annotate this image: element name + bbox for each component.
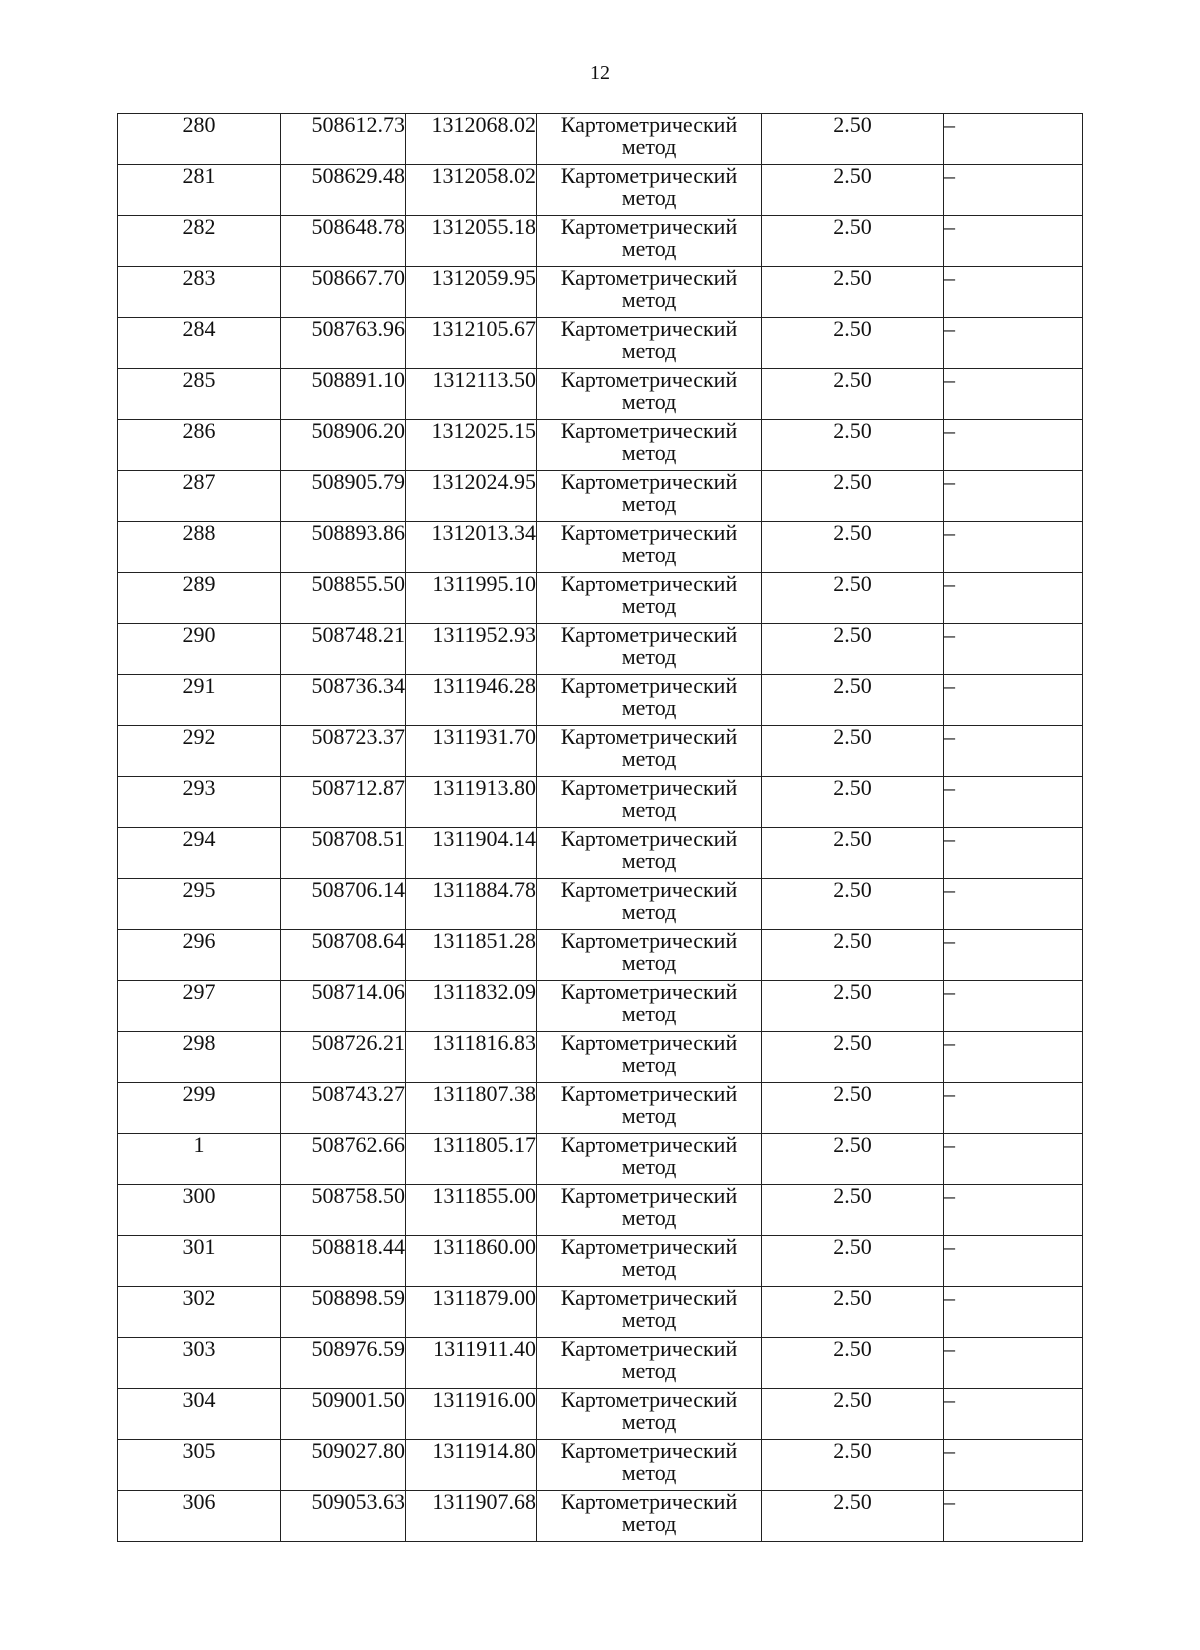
note-cell: – [944, 930, 1083, 981]
y-coordinate-cell: 1311805.17 [406, 1134, 537, 1185]
accuracy-cell: 2.50 [762, 165, 944, 216]
note-cell: – [944, 1032, 1083, 1083]
method-line-2: метод [621, 1256, 677, 1281]
note-cell: – [944, 471, 1083, 522]
method-line-1: Картометрический [560, 1234, 738, 1259]
point-number-cell: 306 [118, 1491, 281, 1542]
note-cell: – [944, 1389, 1083, 1440]
note-cell: – [944, 420, 1083, 471]
point-number-cell: 293 [118, 777, 281, 828]
method-line-1: Картометрический [560, 1081, 738, 1106]
point-number-cell: 298 [118, 1032, 281, 1083]
method-line-1: Картометрический [560, 316, 738, 341]
method-cell [537, 522, 762, 573]
table-row [118, 318, 1083, 369]
method-line-2: метод [621, 1205, 677, 1230]
method-line-2: метод [621, 491, 677, 516]
table-row [118, 1389, 1083, 1440]
accuracy-cell: 2.50 [762, 1083, 944, 1134]
method-line-2: метод [621, 1511, 677, 1536]
table-row [118, 981, 1083, 1032]
y-coordinate-cell: 1312055.18 [406, 216, 537, 267]
point-number-cell: 286 [118, 420, 281, 471]
table-row [118, 930, 1083, 981]
method-cell [537, 777, 762, 828]
x-coordinate-cell: 508898.59 [281, 1287, 406, 1338]
accuracy-cell: 2.50 [762, 318, 944, 369]
note-cell: – [944, 1236, 1083, 1287]
x-coordinate-cell: 508714.06 [281, 981, 406, 1032]
point-number-cell: 281 [118, 165, 281, 216]
note-cell: – [944, 1083, 1083, 1134]
x-coordinate-cell: 508743.27 [281, 1083, 406, 1134]
table-row [118, 471, 1083, 522]
method-line-1: Картометрический [560, 1285, 738, 1310]
point-number-cell: 283 [118, 267, 281, 318]
method-line-2: метод [621, 746, 677, 771]
y-coordinate-cell: 1311916.00 [406, 1389, 537, 1440]
table-row [118, 879, 1083, 930]
x-coordinate-cell: 508763.96 [281, 318, 406, 369]
accuracy-cell: 2.50 [762, 1491, 944, 1542]
y-coordinate-cell: 1312013.34 [406, 522, 537, 573]
x-coordinate-cell: 508706.14 [281, 879, 406, 930]
y-coordinate-cell: 1312068.02 [406, 114, 537, 165]
y-coordinate-cell: 1311904.14 [406, 828, 537, 879]
note-cell: – [944, 981, 1083, 1032]
x-coordinate-cell: 508762.66 [281, 1134, 406, 1185]
method-cell [537, 1287, 762, 1338]
method-line-1: Картометрический [560, 1132, 738, 1157]
method-line-1: Картометрический [560, 1489, 738, 1514]
point-number-cell: 290 [118, 624, 281, 675]
method-cell [537, 420, 762, 471]
method-line-2: метод [621, 338, 677, 363]
note-cell: – [944, 675, 1083, 726]
method-line-2: метод [621, 950, 677, 975]
note-cell: – [944, 369, 1083, 420]
point-number-cell: 301 [118, 1236, 281, 1287]
method-cell [537, 1491, 762, 1542]
method-line-2: метод [621, 1052, 677, 1077]
y-coordinate-cell: 1311911.40 [406, 1338, 537, 1389]
accuracy-cell: 2.50 [762, 726, 944, 777]
y-coordinate-cell: 1312113.50 [406, 369, 537, 420]
method-line-1: Картометрический [560, 163, 738, 188]
method-cell [537, 1389, 762, 1440]
method-line-2: метод [621, 1358, 677, 1383]
x-coordinate-cell: 508855.50 [281, 573, 406, 624]
method-line-1: Картометрический [560, 214, 738, 239]
table-row [118, 1236, 1083, 1287]
note-cell: – [944, 828, 1083, 879]
accuracy-cell: 2.50 [762, 114, 944, 165]
method-cell [537, 1338, 762, 1389]
accuracy-cell: 2.50 [762, 1338, 944, 1389]
point-number-cell: 280 [118, 114, 281, 165]
accuracy-cell: 2.50 [762, 675, 944, 726]
point-number-cell: 292 [118, 726, 281, 777]
method-line-2: метод [621, 1154, 677, 1179]
accuracy-cell: 2.50 [762, 1287, 944, 1338]
note-cell: – [944, 1440, 1083, 1491]
table-row [118, 1134, 1083, 1185]
point-number-cell: 284 [118, 318, 281, 369]
point-number-cell: 295 [118, 879, 281, 930]
method-cell [537, 1032, 762, 1083]
method-line-2: метод [621, 899, 677, 924]
accuracy-cell: 2.50 [762, 1389, 944, 1440]
method-cell [537, 1185, 762, 1236]
method-line-1: Картометрический [560, 418, 738, 443]
x-coordinate-cell: 508758.50 [281, 1185, 406, 1236]
x-coordinate-cell: 509027.80 [281, 1440, 406, 1491]
note-cell: – [944, 726, 1083, 777]
accuracy-cell: 2.50 [762, 1134, 944, 1185]
note-cell: – [944, 1134, 1083, 1185]
point-number-cell: 305 [118, 1440, 281, 1491]
method-cell [537, 1083, 762, 1134]
method-cell [537, 471, 762, 522]
table-row [118, 1287, 1083, 1338]
method-cell [537, 828, 762, 879]
accuracy-cell: 2.50 [762, 930, 944, 981]
method-cell [537, 726, 762, 777]
point-number-cell: 300 [118, 1185, 281, 1236]
x-coordinate-cell: 508748.21 [281, 624, 406, 675]
y-coordinate-cell: 1311946.28 [406, 675, 537, 726]
note-cell: – [944, 624, 1083, 675]
point-number-cell: 289 [118, 573, 281, 624]
note-cell: – [944, 573, 1083, 624]
table-row [118, 165, 1083, 216]
note-cell: – [944, 1287, 1083, 1338]
point-number-cell: 291 [118, 675, 281, 726]
method-cell [537, 879, 762, 930]
method-cell [537, 624, 762, 675]
note-cell: – [944, 1338, 1083, 1389]
method-cell [537, 318, 762, 369]
method-line-2: метод [621, 593, 677, 618]
table-row [118, 1185, 1083, 1236]
method-line-1: Картометрический [560, 673, 738, 698]
table-row [118, 675, 1083, 726]
y-coordinate-cell: 1311832.09 [406, 981, 537, 1032]
method-line-1: Картометрический [560, 367, 738, 392]
y-coordinate-cell: 1311931.70 [406, 726, 537, 777]
note-cell: – [944, 1185, 1083, 1236]
accuracy-cell: 2.50 [762, 981, 944, 1032]
accuracy-cell: 2.50 [762, 267, 944, 318]
x-coordinate-cell: 508629.48 [281, 165, 406, 216]
page-number: 12 [590, 62, 610, 84]
method-line-1: Картометрический [560, 979, 738, 1004]
table-row [118, 777, 1083, 828]
y-coordinate-cell: 1311879.00 [406, 1287, 537, 1338]
y-coordinate-cell: 1311851.28 [406, 930, 537, 981]
point-number-cell: 288 [118, 522, 281, 573]
y-coordinate-cell: 1311884.78 [406, 879, 537, 930]
table-row [118, 1032, 1083, 1083]
method-cell [537, 573, 762, 624]
y-coordinate-cell: 1311807.38 [406, 1083, 537, 1134]
x-coordinate-cell: 508667.70 [281, 267, 406, 318]
method-line-2: метод [621, 542, 677, 567]
point-number-cell: 299 [118, 1083, 281, 1134]
method-line-1: Картометрический [560, 571, 738, 596]
accuracy-cell: 2.50 [762, 216, 944, 267]
note-cell: – [944, 216, 1083, 267]
method-line-2: метод [621, 287, 677, 312]
method-line-1: Картометрический [560, 1387, 738, 1412]
accuracy-cell: 2.50 [762, 471, 944, 522]
point-number-cell: 282 [118, 216, 281, 267]
accuracy-cell: 2.50 [762, 420, 944, 471]
table-row [118, 1338, 1083, 1389]
accuracy-cell: 2.50 [762, 624, 944, 675]
y-coordinate-cell: 1311860.00 [406, 1236, 537, 1287]
table-row [118, 1440, 1083, 1491]
y-coordinate-cell: 1312025.15 [406, 420, 537, 471]
method-line-1: Картометрический [560, 112, 738, 137]
note-cell: – [944, 879, 1083, 930]
method-line-1: Картометрический [560, 775, 738, 800]
method-line-2: метод [621, 695, 677, 720]
y-coordinate-cell: 1312059.95 [406, 267, 537, 318]
table-row [118, 369, 1083, 420]
x-coordinate-cell: 508818.44 [281, 1236, 406, 1287]
point-number-cell: 302 [118, 1287, 281, 1338]
note-cell: – [944, 114, 1083, 165]
x-coordinate-cell: 509053.63 [281, 1491, 406, 1542]
note-cell: – [944, 318, 1083, 369]
table-row [118, 522, 1083, 573]
accuracy-cell: 2.50 [762, 1440, 944, 1491]
accuracy-cell: 2.50 [762, 1236, 944, 1287]
note-cell: – [944, 165, 1083, 216]
y-coordinate-cell: 1312058.02 [406, 165, 537, 216]
method-line-1: Картометрический [560, 265, 738, 290]
method-cell [537, 1440, 762, 1491]
x-coordinate-cell: 508976.59 [281, 1338, 406, 1389]
method-line-2: метод [621, 848, 677, 873]
method-line-1: Картометрический [560, 724, 738, 749]
note-cell: – [944, 522, 1083, 573]
table-row [118, 420, 1083, 471]
x-coordinate-cell: 508708.64 [281, 930, 406, 981]
method-cell [537, 114, 762, 165]
x-coordinate-cell: 508906.20 [281, 420, 406, 471]
x-coordinate-cell: 508648.78 [281, 216, 406, 267]
point-number-cell: 296 [118, 930, 281, 981]
accuracy-cell: 2.50 [762, 573, 944, 624]
table-row [118, 624, 1083, 675]
table-row [118, 267, 1083, 318]
y-coordinate-cell: 1311816.83 [406, 1032, 537, 1083]
method-line-1: Картометрический [560, 1336, 738, 1361]
point-number-cell: 303 [118, 1338, 281, 1389]
x-coordinate-cell: 508905.79 [281, 471, 406, 522]
method-line-2: метод [621, 1103, 677, 1128]
x-coordinate-cell: 509001.50 [281, 1389, 406, 1440]
table-row [118, 726, 1083, 777]
method-line-1: Картометрический [560, 469, 738, 494]
method-line-1: Картометрический [560, 826, 738, 851]
table-row [118, 114, 1083, 165]
method-cell [537, 369, 762, 420]
method-line-1: Картометрический [560, 1183, 738, 1208]
accuracy-cell: 2.50 [762, 1032, 944, 1083]
x-coordinate-cell: 508891.10 [281, 369, 406, 420]
x-coordinate-cell: 508736.34 [281, 675, 406, 726]
method-line-2: метод [621, 236, 677, 261]
table-body [118, 114, 1083, 1542]
y-coordinate-cell: 1311995.10 [406, 573, 537, 624]
x-coordinate-cell: 508708.51 [281, 828, 406, 879]
x-coordinate-cell: 508612.73 [281, 114, 406, 165]
method-line-2: метод [621, 1409, 677, 1434]
accuracy-cell: 2.50 [762, 369, 944, 420]
method-line-2: метод [621, 644, 677, 669]
table-row [118, 1083, 1083, 1134]
point-number-cell: 287 [118, 471, 281, 522]
method-line-2: метод [621, 389, 677, 414]
method-cell [537, 165, 762, 216]
table-row [118, 1491, 1083, 1542]
note-cell: – [944, 267, 1083, 318]
method-line-2: метод [621, 1001, 677, 1026]
y-coordinate-cell: 1311913.80 [406, 777, 537, 828]
point-number-cell: 1 [118, 1134, 281, 1185]
method-cell [537, 675, 762, 726]
accuracy-cell: 2.50 [762, 1185, 944, 1236]
y-coordinate-cell: 1312024.95 [406, 471, 537, 522]
method-cell [537, 981, 762, 1032]
method-line-2: метод [621, 440, 677, 465]
point-number-cell: 297 [118, 981, 281, 1032]
method-line-2: метод [621, 1460, 677, 1485]
method-line-1: Картометрический [560, 877, 738, 902]
point-number-cell: 304 [118, 1389, 281, 1440]
method-cell [537, 216, 762, 267]
method-line-2: метод [621, 797, 677, 822]
table-row [118, 573, 1083, 624]
accuracy-cell: 2.50 [762, 879, 944, 930]
method-line-1: Картометрический [560, 928, 738, 953]
coordinates-table [117, 113, 1083, 1542]
y-coordinate-cell: 1312105.67 [406, 318, 537, 369]
method-cell [537, 930, 762, 981]
x-coordinate-cell: 508712.87 [281, 777, 406, 828]
y-coordinate-cell: 1311914.80 [406, 1440, 537, 1491]
note-cell: – [944, 1491, 1083, 1542]
method-line-1: Картометрический [560, 520, 738, 545]
point-number-cell: 294 [118, 828, 281, 879]
method-line-2: метод [621, 1307, 677, 1332]
method-line-2: метод [621, 185, 677, 210]
method-line-1: Картометрический [560, 1030, 738, 1055]
table-row [118, 216, 1083, 267]
table-row [118, 828, 1083, 879]
x-coordinate-cell: 508893.86 [281, 522, 406, 573]
method-line-2: метод [621, 134, 677, 159]
point-number-cell: 285 [118, 369, 281, 420]
note-cell: – [944, 777, 1083, 828]
y-coordinate-cell: 1311952.93 [406, 624, 537, 675]
method-line-1: Картометрический [560, 622, 738, 647]
x-coordinate-cell: 508723.37 [281, 726, 406, 777]
method-cell [537, 1236, 762, 1287]
method-line-1: Картометрический [560, 1438, 738, 1463]
method-cell [537, 1134, 762, 1185]
accuracy-cell: 2.50 [762, 777, 944, 828]
x-coordinate-cell: 508726.21 [281, 1032, 406, 1083]
method-cell [537, 267, 762, 318]
y-coordinate-cell: 1311907.68 [406, 1491, 537, 1542]
accuracy-cell: 2.50 [762, 828, 944, 879]
y-coordinate-cell: 1311855.00 [406, 1185, 537, 1236]
accuracy-cell: 2.50 [762, 522, 944, 573]
